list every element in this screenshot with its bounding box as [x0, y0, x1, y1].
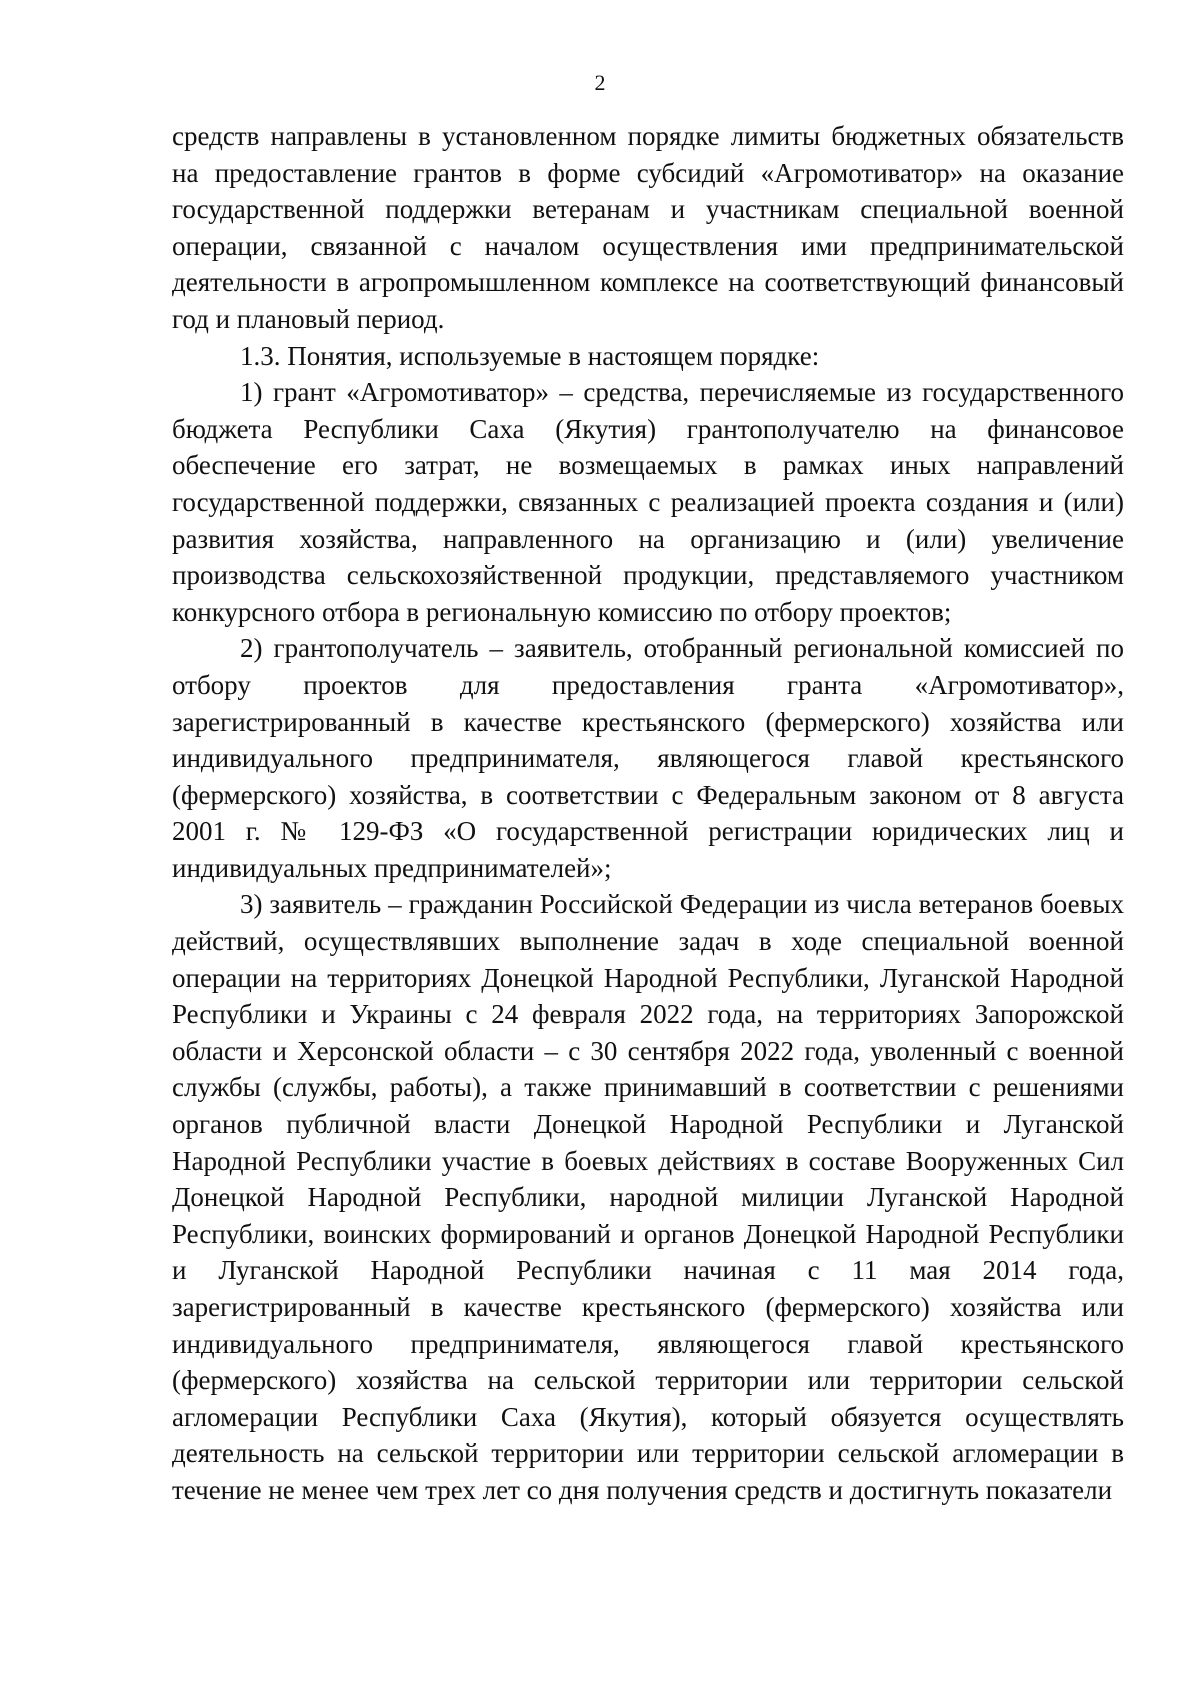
document-body	[172, 118, 1124, 1509]
paragraph-definition-grantee: 2) грантополучатель – заявитель, отобранный региональной комиссией по отбору проектов для предоставления гранта «Агромотиватор», зарегистрированный в качестве крестьянского (фермерского) хозяйства или индивидуального предпринимателя, являющегося главой крестьянского (фермерского) хозяйства, в соответствии с Федеральным законом от 8 августа 2001 г. № 129-ФЗ «О государственной регистрации юридических лиц и индивидуальных предпринимателей»;	[172, 633, 1124, 883]
paragraph-section-1-3: 1.3. Понятия, используемые в настоящем порядке:	[240, 340, 820, 371]
paragraph-continuation: средств направлены в установленном порядке лимиты бюджетных обязательств на предоставление грантов в форме субсидий «Агромотиватор» на оказание государственной поддержки ветеранам и участникам специальной военной операции, связанной с началом осуществления ими предпринимательской деятельности в агропромышленном комплексе на соответствующий финансовый год и плановый период.	[172, 121, 1124, 334]
page-number: 2	[594, 70, 606, 95]
paragraph-definition-applicant: 3) заявитель – гражданин Российской Федерации из числа ветеранов боевых действий, осуществлявших выполнение задач в ходе специальной военной операции на территориях Донецкой Народной Республики, Луганской Народной Республики и Украины с 24 февраля 2022 года, на территориях Запорожской области и Херсонской области – с 30 сентября 2022 года, уволенный с военной службы (службы, работы), а также принимавший в соответствии с решениями органов публичной власти Донецкой Народной Республики и Луганской Народной Республики участие в боевых действиях в составе Вооруженных Сил Донецкой Народной Республики, народной милиции Луганской Народной Республики, воинских формирований и органов Донецкой Народной Республики и Луганской Народной Республики начиная с 11 мая 2014 года, зарегистрированный в качестве крестьянского (фермерского) хозяйства или индивидуального предпринимателя, являющегося главой крестьянского (фермерского) хозяйства на сельской территории или территории сельской агломерации Республики Саха (Якутия), который обязуется осуществлять деятельность на сельской территории или территории сельской агломерации в течение не менее чем трех лет со дня получения средств и достигнуть показатели	[172, 889, 1124, 1505]
paragraph-definition-grant: 1) грант «Агромотиватор» – средства, перечисляемые из государственного бюджета Республики Саха (Якутия) грантополучателю на финансовое обеспечение его затрат, не возмещаемых в рамках иных направлений государственной поддержки, связанных с реализацией проекта создания и (или) развития хозяйства, направленного на организацию и (или) увеличение производства сельскохозяйственной продукции, представляемого участником конкурсного отбора в региональную комиссию по отбору проектов;	[172, 377, 1124, 627]
